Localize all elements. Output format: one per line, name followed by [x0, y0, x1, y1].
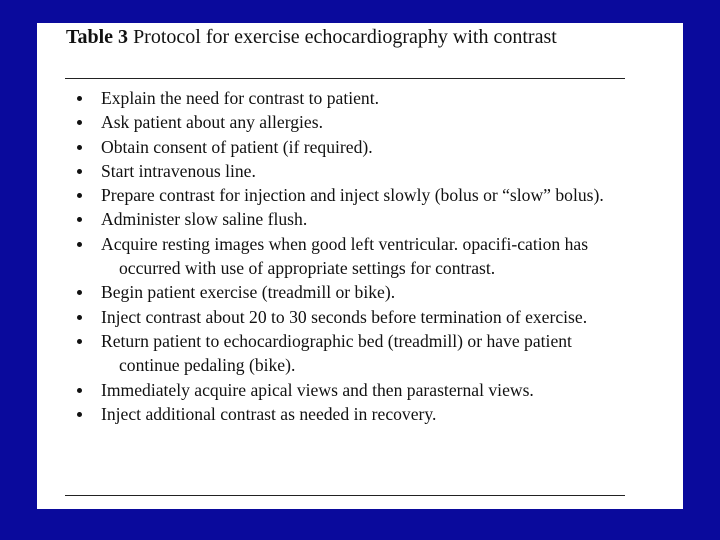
list-item-text: Explain the need for contrast to patient.: [101, 88, 379, 108]
list-item: [65, 402, 625, 426]
bullet-icon: [77, 169, 82, 174]
bullet-icon: [77, 145, 82, 150]
list-item-text: Obtain consent of patient (if required).: [101, 136, 373, 157]
table-caption: [66, 25, 626, 49]
list-item: [65, 329, 625, 378]
bullet-icon: [77, 388, 82, 393]
list-item: [65, 183, 625, 207]
list-item-text: Return patient to echocardiographic bed (treadmill) or have patient continue pedaling (bike).: [101, 330, 572, 376]
list-item-text: Administer slow saline flush.: [101, 209, 308, 230]
top-rule: [65, 78, 625, 79]
list-item-text: Inject contrast about 20 to 30 seconds before termination of exercise.: [101, 306, 588, 327]
list-item: [65, 280, 625, 304]
bullet-icon: [77, 96, 82, 101]
list-item-text: Ask patient about any allergies.: [101, 112, 323, 133]
protocol-list: [65, 86, 625, 426]
list-item: [65, 110, 625, 134]
list-item: [65, 378, 625, 402]
list-item-text: Immediately acquire apical views and then parasternal views.: [101, 379, 534, 400]
bottom-rule: [65, 495, 625, 496]
list-item: [65, 159, 625, 183]
list-item: [65, 232, 625, 281]
bullet-icon: [77, 339, 82, 344]
list-item: [65, 135, 625, 159]
list-item: [65, 305, 625, 329]
bullet-icon: [77, 193, 82, 198]
list-item: [65, 86, 625, 110]
bullet-icon: [77, 217, 82, 222]
bullet-icon: [77, 290, 82, 295]
list-item: [65, 207, 625, 231]
bullet-icon: [77, 315, 82, 320]
bullet-icon: [77, 120, 82, 125]
table-title: Protocol for exercise echocardiography with contrast: [133, 26, 557, 48]
bullet-icon: [77, 412, 82, 417]
table-label: Table 3: [66, 26, 129, 48]
list-item-text: Acquire resting images when good left ventricular. opacifi-cation has occurred with use of appropriate settings for contrast.: [101, 233, 589, 279]
table-panel: [37, 23, 683, 509]
list-item-text: Prepare contrast for injection and inject slowly (bolus or “slow” bolus).: [101, 185, 604, 206]
list-item-text: Start intravenous line.: [101, 160, 256, 181]
list-item-text: Inject additional contrast as needed in recovery.: [101, 403, 437, 424]
list-item-text: Begin patient exercise (treadmill or bike).: [101, 282, 396, 303]
bullet-icon: [77, 242, 82, 247]
